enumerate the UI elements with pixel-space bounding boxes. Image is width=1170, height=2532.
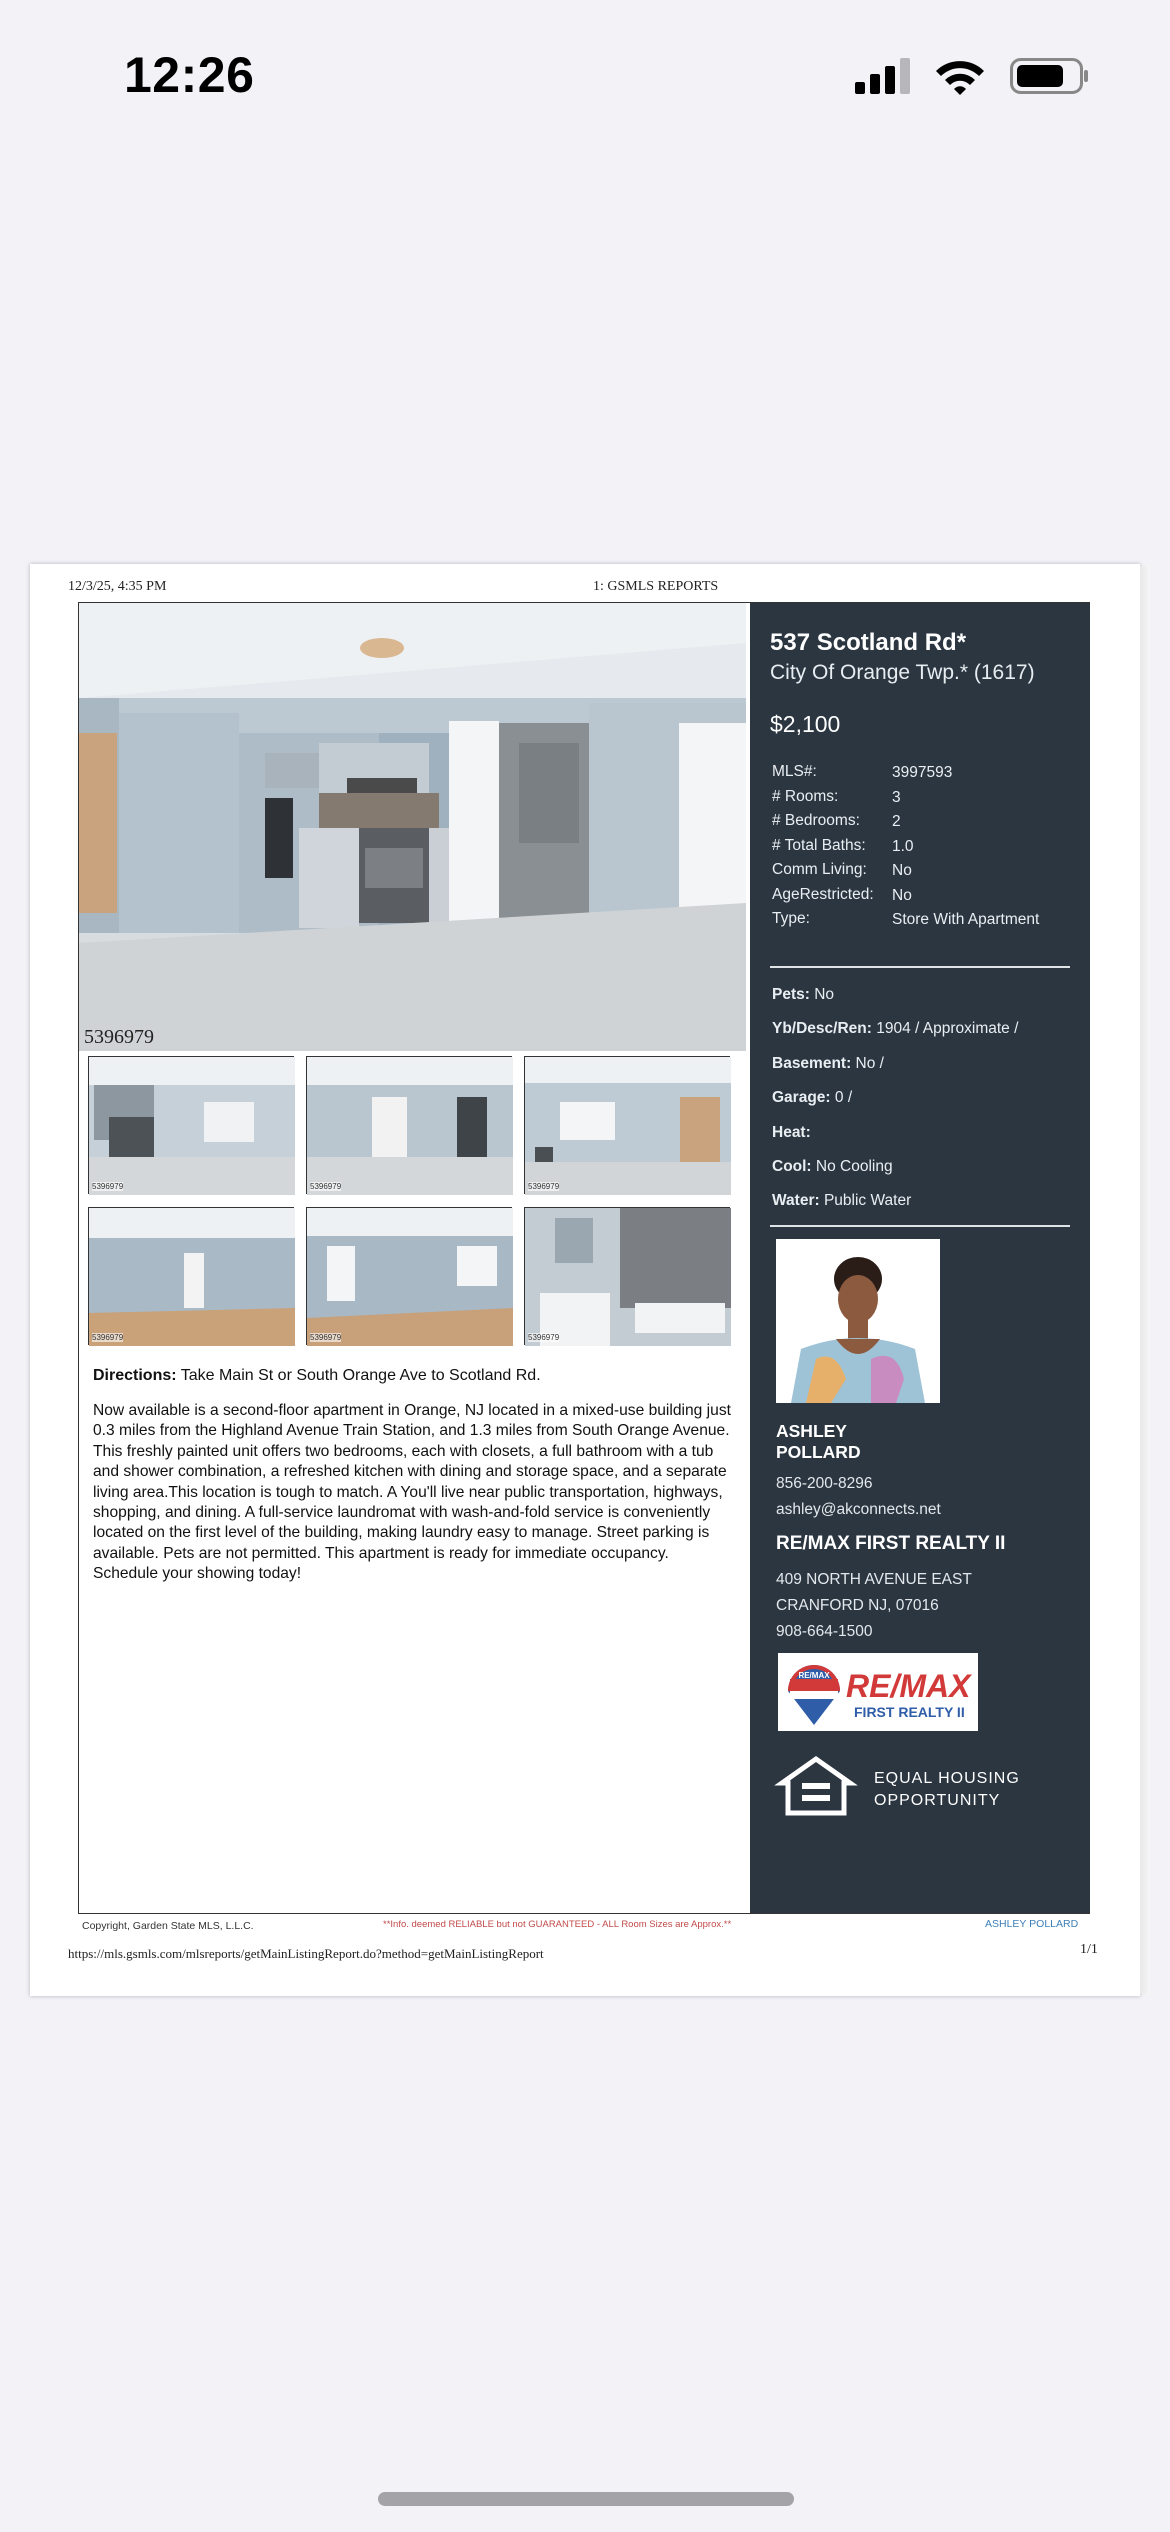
- directions: [93, 1367, 733, 1385]
- cellular-signal-icon: [855, 58, 915, 94]
- fact-label: # Total Baths:: [772, 836, 866, 854]
- disclaimer-text: **Info. deemed RELIABLE but not GUARANTEED - ALL Room Sizes are Approx.**: [383, 1919, 732, 1930]
- directions-text: Take Main St or South Orange Ave to Scotland Rd.: [176, 1367, 541, 1384]
- thumbnail-label: 5396979: [310, 1333, 342, 1342]
- detail-label: Cool:: [772, 1157, 812, 1175]
- listing-address: 537 Scotland Rd*: [770, 629, 967, 656]
- directions-label: Directions:: [93, 1367, 177, 1384]
- page-edge: [1140, 566, 1150, 1994]
- remax-wordmark: RE/MAX: [846, 1668, 971, 1704]
- office-address-line: 409 NORTH AVENUE EAST: [776, 1571, 972, 1588]
- thumbnail-photo[interactable]: [88, 1207, 294, 1345]
- fact-row: [772, 809, 1072, 834]
- thumbnail-label: 5396979: [92, 1182, 124, 1191]
- fact-value: 1.0: [892, 837, 914, 855]
- photo-mls-number: 5396979: [84, 1026, 154, 1048]
- remax-office-subtitle: FIRST REALTY II: [854, 1704, 965, 1720]
- listing-details: [772, 986, 1072, 1227]
- report-title: 1: GSMLS REPORTS: [593, 579, 719, 594]
- remax-balloon-text: RE/MAX: [798, 1671, 830, 1680]
- listing-facts: [772, 760, 1072, 932]
- divider: [770, 1225, 1070, 1227]
- detail-label: Yb/Desc/Ren:: [772, 1020, 872, 1038]
- thumbnail-photo[interactable]: [524, 1207, 730, 1345]
- thumbnail-label: 5396979: [528, 1333, 560, 1342]
- detail-row: [772, 1192, 1072, 1226]
- remax-logo: [778, 1653, 978, 1731]
- main-listing-photo: [79, 603, 746, 1051]
- fact-label: MLS#:: [772, 763, 817, 780]
- listing-summary-panel: [750, 603, 1090, 1913]
- fact-row: [772, 907, 1072, 932]
- thumbnail-photo[interactable]: [88, 1056, 294, 1194]
- fact-value: 3: [892, 788, 901, 806]
- detail-value: 0 /: [830, 1089, 853, 1107]
- print-date: 12/3/25, 4:35 PM: [68, 579, 167, 594]
- detail-row: [772, 1158, 1072, 1192]
- fact-value: No: [892, 886, 912, 904]
- detail-row: [772, 986, 1072, 1020]
- office-phone[interactable]: 908-664-1500: [776, 1623, 873, 1640]
- home-indicator[interactable]: [378, 2492, 794, 2506]
- detail-row: [772, 1020, 1072, 1054]
- thumbnail-label: 5396979: [310, 1182, 342, 1191]
- detail-label: Pets:: [772, 986, 810, 1003]
- fact-row: [772, 785, 1072, 810]
- agent-phone[interactable]: 856-200-8296: [776, 1475, 873, 1492]
- listing-description: Now available is a second-floor apartment in Orange, NJ located in a mixed-use building just 0.3 miles from the Highland Avenue Train Station, and 1.3 miles from South Orange Avenue. This freshly painted unit offers two bedrooms, each with closets, a full bathroom with a tub and shower combination, a refreshed kitchen with dining and storage space, and a separate living area.This location is tough to match. A You'll live near public transportation, highways, shopping, and dining. A full-service laundromat with wash-and-fold service is conveniently located on the first level of the building, making laundry easy to manage. Street parking is available. Pets are not permitted. This apartment is ready for immediate occupancy. Schedule your showing today!: [93, 1402, 731, 1583]
- detail-value: No Cooling: [811, 1157, 893, 1175]
- footer-url[interactable]: https://mls.gsmls.com/mlsreports/getMainListingReport.do?method=getMainListingReport: [68, 1946, 544, 1961]
- detail-row: [772, 1124, 1072, 1158]
- office-address-line: CRANFORD NJ, 07016: [776, 1597, 939, 1614]
- agent-photo: [776, 1239, 940, 1403]
- detail-label: Heat:: [772, 1123, 811, 1141]
- fact-label: AgeRestricted:: [772, 885, 874, 903]
- eho-line-2: OPPORTUNITY: [874, 1792, 1001, 1809]
- fact-label: Type:: [772, 910, 810, 927]
- fact-value: No: [892, 862, 912, 879]
- listing-city: City Of Orange Twp.* (1617): [770, 661, 1035, 684]
- detail-label: Water:: [772, 1192, 820, 1210]
- battery-icon: [1010, 58, 1090, 94]
- thumbnail-label: 5396979: [528, 1182, 560, 1191]
- fact-label: # Rooms:: [772, 787, 839, 805]
- copyright-text: Copyright, Garden State MLS, L.L.C.: [82, 1920, 254, 1932]
- fact-label: Comm Living:: [772, 861, 867, 878]
- fact-row: [772, 858, 1072, 883]
- footer-agent-name: ASHLEY POLLARD: [985, 1918, 1079, 1930]
- fact-row: [772, 760, 1072, 785]
- wifi-icon: [934, 58, 986, 96]
- agent-last-name: POLLARD: [776, 1442, 861, 1462]
- fact-row: [772, 883, 1072, 908]
- eho-line-1: EQUAL HOUSING: [874, 1770, 1020, 1787]
- listing-price: $2,100: [770, 711, 841, 737]
- agent-email[interactable]: ashley@akconnects.net: [776, 1501, 941, 1518]
- detail-value: Public Water: [819, 1192, 912, 1210]
- office-name: RE/MAX FIRST REALTY II: [776, 1533, 1006, 1554]
- agent-first-name: ASHLEY: [776, 1421, 847, 1441]
- detail-value: No: [809, 986, 835, 1003]
- thumbnail-photo[interactable]: [524, 1056, 730, 1194]
- thumbnail-label: 5396979: [92, 1333, 124, 1342]
- fact-label: # Bedrooms:: [772, 812, 860, 829]
- status-time: 12:26: [124, 47, 255, 103]
- agent-name: [776, 1421, 976, 1463]
- detail-value: 1904 / Approximate /: [871, 1020, 1019, 1038]
- fact-value: 2: [892, 813, 901, 830]
- divider: [770, 966, 1070, 968]
- fact-row: [772, 834, 1072, 859]
- detail-row: [772, 1055, 1072, 1089]
- detail-row: [772, 1089, 1072, 1123]
- fact-value: Store With Apartment: [892, 911, 1040, 928]
- detail-value: No /: [851, 1054, 884, 1072]
- equal-housing-logo: [778, 1753, 1020, 1817]
- detail-label: Garage:: [772, 1089, 831, 1107]
- listing-report-sheet: [30, 564, 1140, 1996]
- thumbnail-photo[interactable]: [306, 1056, 512, 1194]
- thumbnail-photo[interactable]: [306, 1207, 512, 1345]
- page-number: 1/1: [1080, 1942, 1098, 1957]
- fact-value: 3997593: [892, 764, 953, 781]
- detail-label: Basement:: [772, 1054, 852, 1072]
